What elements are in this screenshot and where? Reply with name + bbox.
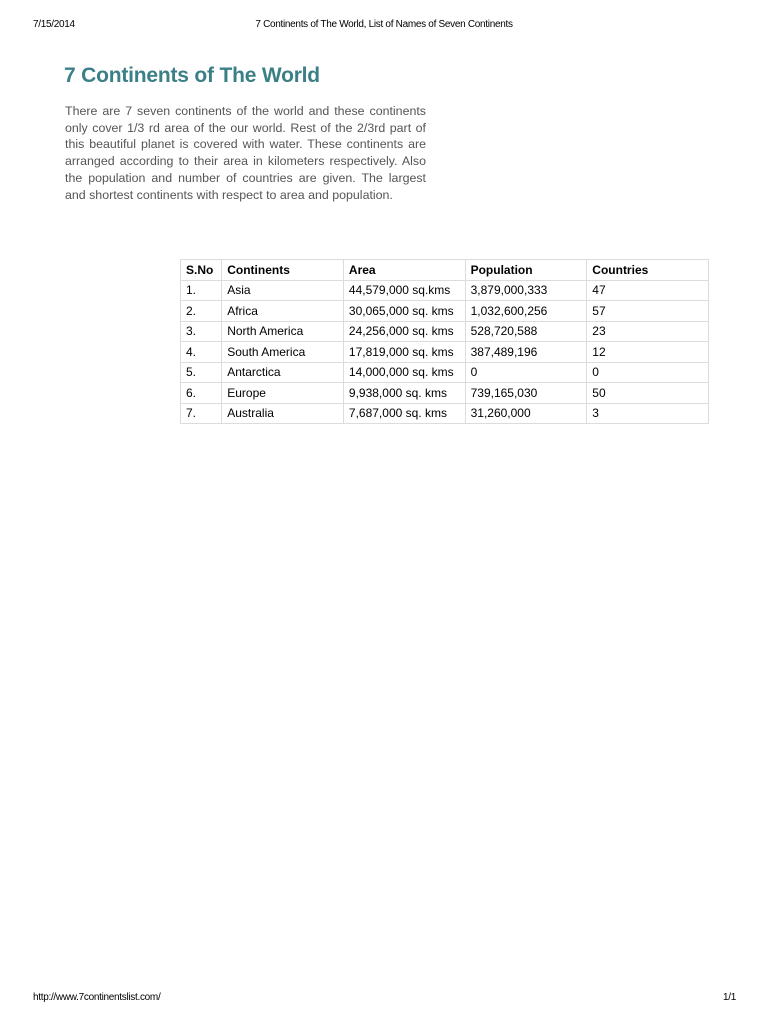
cell-countries: 57: [587, 301, 709, 322]
cell-area: 7,687,000 sq. kms: [343, 403, 465, 424]
cell-continent: Australia: [222, 403, 344, 424]
column-header-countries: Countries: [587, 260, 709, 281]
page-heading: 7 Continents of The World: [64, 64, 320, 87]
cell-area: 17,819,000 sq. kms: [343, 342, 465, 363]
cell-area: 14,000,000 sq. kms: [343, 362, 465, 383]
column-header-continents: Continents: [222, 260, 344, 281]
cell-continent: Antarctica: [222, 362, 344, 383]
cell-sno: 4.: [181, 342, 222, 363]
table-row: [181, 321, 709, 342]
cell-countries: 47: [587, 280, 709, 301]
cell-continent: North America: [222, 321, 344, 342]
cell-countries: 3: [587, 403, 709, 424]
cell-sno: 2.: [181, 301, 222, 322]
table-header-row: [181, 260, 709, 281]
cell-countries: 0: [587, 362, 709, 383]
cell-population: 739,165,030: [465, 383, 587, 404]
table-row: [181, 362, 709, 383]
column-header-area: Area: [343, 260, 465, 281]
cell-population: 3,879,000,333: [465, 280, 587, 301]
cell-countries: 50: [587, 383, 709, 404]
cell-population: 387,489,196: [465, 342, 587, 363]
table-row: [181, 383, 709, 404]
cell-countries: 23: [587, 321, 709, 342]
print-date: 7/15/2014: [33, 19, 75, 30]
cell-area: 9,938,000 sq. kms: [343, 383, 465, 404]
cell-sno: 1.: [181, 280, 222, 301]
intro-paragraph: There are 7 seven continents of the world and these continents only cover 1/3 rd area of the our world. Rest of the 2/3rd part of this beautiful planet is covered with water. These continents are arranged according to their area in kilometers respectively. Also the population and number of countries are given. The largest and shortest continents with respect to area and population.: [65, 104, 426, 202]
cell-continent: Asia: [222, 280, 344, 301]
print-footer-url: http://www.7continentslist.com/: [33, 992, 161, 1003]
cell-sno: 7.: [181, 403, 222, 424]
cell-sno: 6.: [181, 383, 222, 404]
continents-table: [180, 259, 709, 424]
column-header-sno: S.No: [181, 260, 222, 281]
cell-area: 24,256,000 sq. kms: [343, 321, 465, 342]
column-header-population: Population: [465, 260, 587, 281]
cell-sno: 5.: [181, 362, 222, 383]
cell-sno: 3.: [181, 321, 222, 342]
table-row: [181, 280, 709, 301]
cell-continent: Africa: [222, 301, 344, 322]
table-row: [181, 342, 709, 363]
table-row: [181, 403, 709, 424]
cell-population: 528,720,588: [465, 321, 587, 342]
table-row: [181, 301, 709, 322]
print-page-number: 1/1: [722, 992, 736, 1003]
cell-population: 1,032,600,256: [465, 301, 587, 322]
cell-countries: 12: [587, 342, 709, 363]
cell-area: 44,579,000 sq.kms: [343, 280, 465, 301]
cell-continent: Europe: [222, 383, 344, 404]
cell-continent: South America: [222, 342, 344, 363]
print-page-title: 7 Continents of The World, List of Names of Seven Continents: [255, 19, 513, 30]
cell-population: 31,260,000: [465, 403, 587, 424]
cell-population: 0: [465, 362, 587, 383]
cell-area: 30,065,000 sq. kms: [343, 301, 465, 322]
